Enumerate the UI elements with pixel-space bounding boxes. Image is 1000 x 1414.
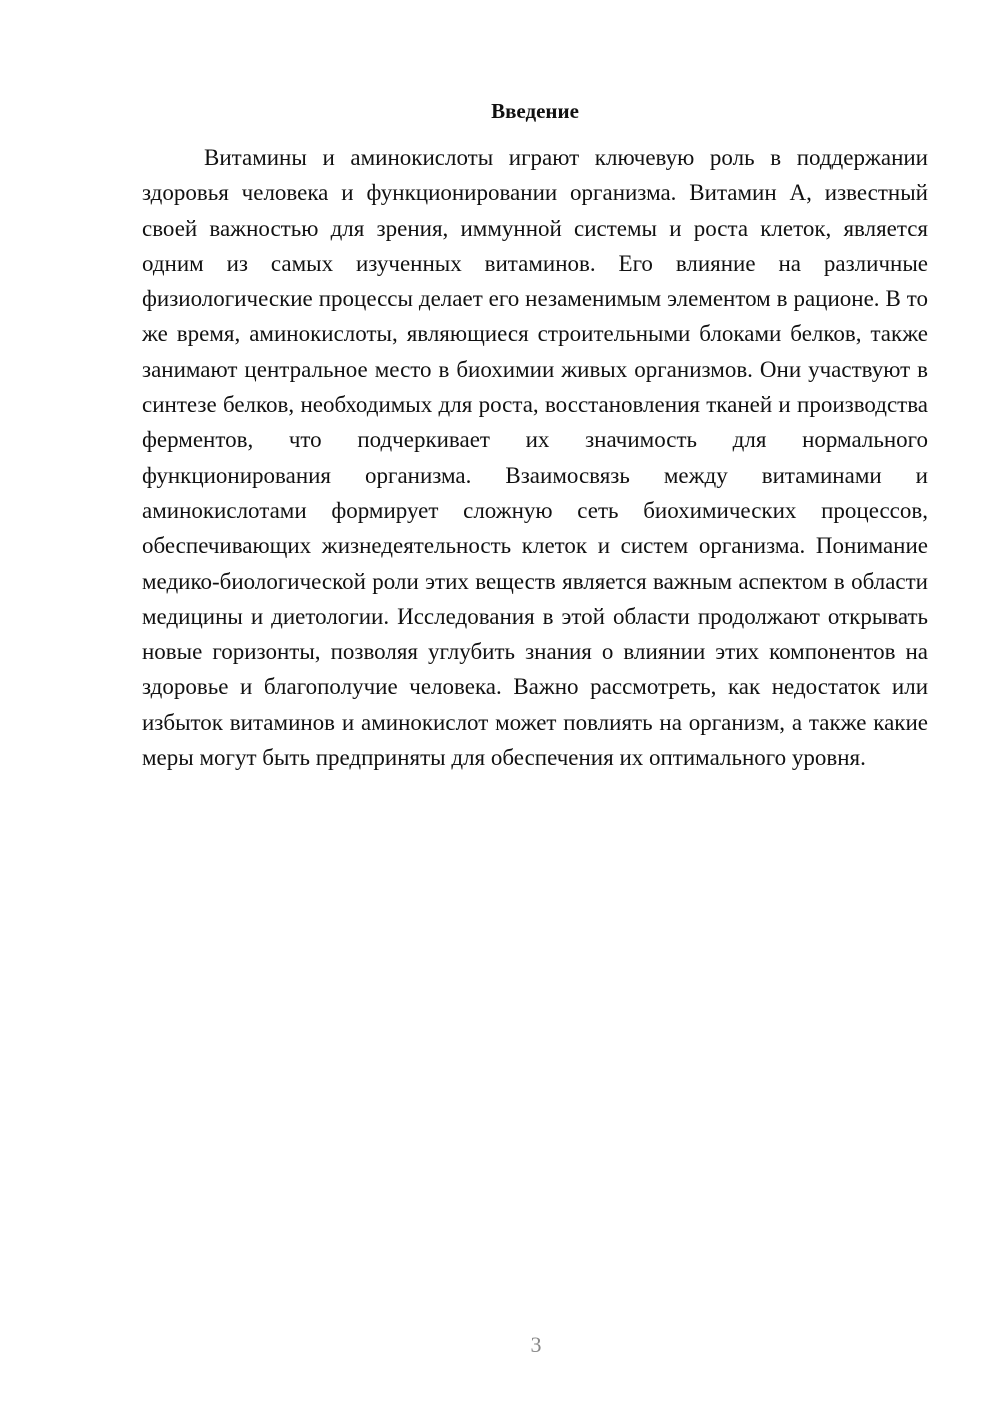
page-number: 3 bbox=[530, 1332, 542, 1357]
intro-paragraph: Витамины и аминокислоты играют ключевую роль в поддержании здоровья человека и функционировании организма. Витамин А, известный своей важностью для зрения, иммунной системы и роста клеток, является одним из самых изученных витаминов. Его влияние на различные физиологические процессы делает его незаменимым элементом в рационе. В то же время, аминокислоты, являющиеся строительными блоками белков, также занимают центральное место в биохимии живых организмов. Они участвуют в синтезе белков, необходимых для роста, восстановления тканей и производства ферментов, что подчеркивает их значимость для нормального функционирования организма. Взаимосвязь между витаминами и аминокислотами формирует сложную сеть биохимических процессов, обеспечивающих жизнедеятельность клеток и систем организма. Понимание медико-биологической роли этих веществ является важным аспектом в области медицины и диетологии. Исследования в этой области продолжают открывать новые горизонты, позволяя углубить знания о влиянии этих компонентов на здоровье и благополучие человека. Важно рассмотреть, как недостаток или избыток витаминов и аминокислот может повлиять на организм, а также какие меры могут быть предприняты для обеспечения их оптимального уровня. bbox=[142, 145, 928, 771]
section-heading: Введение bbox=[491, 99, 579, 123]
